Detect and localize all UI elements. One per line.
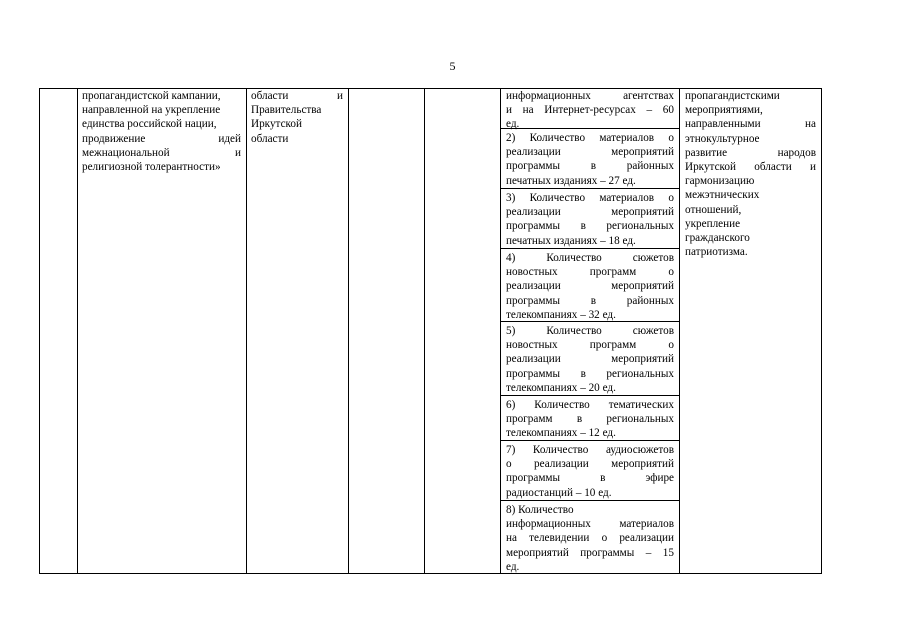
text-line: радиостанций – 10 ед. [506, 486, 612, 499]
indicator-7 [506, 443, 674, 500]
text-line: межнациональной и [82, 146, 241, 159]
executor-cell [251, 89, 343, 146]
text-line: патриотизма. [685, 246, 748, 259]
table-border-left [39, 88, 40, 574]
text-line: программы в эфире [506, 472, 674, 485]
text-line: программы в региональных [506, 220, 674, 233]
text-line: 3) Количество материалов о [506, 192, 674, 204]
text-line: укрепление [685, 217, 741, 230]
text-line: телекомпаниях – 32 ед. [506, 308, 616, 321]
text-line: новостных программ о [506, 339, 674, 352]
column-divider [679, 88, 680, 574]
table-border-right [821, 88, 822, 574]
text-line: программы в районных [506, 294, 674, 307]
text-line: единства российской нации, [82, 118, 217, 131]
text-line: области и [251, 90, 343, 102]
column-divider [500, 88, 501, 574]
text-line: мероприятиями, [685, 104, 763, 117]
text-line: 2) Количество материалов о [506, 132, 674, 144]
text-line: на телевидении о реализации [506, 532, 674, 545]
text-line: пропагандистской кампании, [82, 90, 221, 102]
text-line: направленными на [685, 118, 816, 131]
text-line: отношений, [685, 203, 742, 216]
column-divider [77, 88, 78, 574]
text-line: печатных изданиях – 18 ед. [506, 234, 636, 247]
text-line: 6) Количество тематических [506, 399, 674, 411]
indicator-1 [506, 89, 674, 132]
column-divider [348, 88, 349, 574]
text-line: 8) Количество [506, 504, 574, 516]
text-line: реализации мероприятий [506, 280, 674, 293]
text-line: области [251, 132, 289, 145]
results-cell [685, 89, 816, 259]
indicator-2 [506, 131, 674, 188]
indicator-3 [506, 191, 674, 248]
text-line: гармонизацию [685, 175, 755, 188]
text-line: телекомпаниях – 12 ед. [506, 427, 616, 440]
text-line: гражданского [685, 231, 750, 244]
text-line: мероприятий программы – 15 [506, 546, 674, 559]
text-line: информационных агентствах [506, 90, 674, 102]
text-line: религиозной толерантности» [82, 160, 221, 173]
text-line: о реализации мероприятий [506, 458, 674, 471]
text-line: 5) Количество сюжетов [506, 325, 674, 337]
text-line: межэтнических [685, 189, 760, 202]
indicator-8 [506, 503, 674, 574]
indicator-6 [506, 398, 674, 441]
text-line: реализации мероприятий [506, 353, 674, 366]
text-line: телекомпаниях – 20 ед. [506, 381, 616, 394]
indicator-divider [500, 395, 679, 396]
goal-cell [82, 89, 241, 174]
text-line: 7) Количество аудиосюжетов [506, 444, 674, 456]
indicator-divider [500, 188, 679, 189]
text-line: и на Интернет-ресурсах – 60 [506, 104, 674, 117]
text-line: Правительства [251, 104, 322, 117]
indicator-5 [506, 324, 674, 395]
column-divider [246, 88, 247, 574]
text-line: реализации мероприятий [506, 146, 674, 159]
table-border-bottom [39, 573, 822, 574]
text-line: новостных программ о [506, 266, 674, 279]
text-line: программы в районных [506, 160, 674, 173]
indicator-divider [500, 248, 679, 249]
text-line: Иркутской области и [685, 160, 816, 173]
text-line: пропагандистскими [685, 90, 780, 102]
column-divider [424, 88, 425, 574]
text-line: этнокультурное [685, 132, 760, 145]
text-line: направленной на укрепление [82, 104, 221, 117]
text-line: развитие народов [685, 146, 816, 159]
text-line: Иркутской [251, 118, 302, 131]
indicator-4 [506, 251, 674, 322]
text-line: ед. [506, 118, 520, 131]
text-line: программы в региональных [506, 367, 674, 380]
text-line: 4) Количество сюжетов [506, 252, 674, 264]
text-line: продвижение идей [82, 132, 241, 145]
text-line: реализации мероприятий [506, 206, 674, 219]
page-number: 5 [449, 59, 456, 73]
text-line: ед. [506, 560, 520, 573]
text-line: информационных материалов [506, 518, 674, 531]
indicator-divider [500, 500, 679, 501]
text-line: программ в региональных [506, 413, 674, 426]
text-line: печатных изданиях – 27 ед. [506, 174, 636, 187]
